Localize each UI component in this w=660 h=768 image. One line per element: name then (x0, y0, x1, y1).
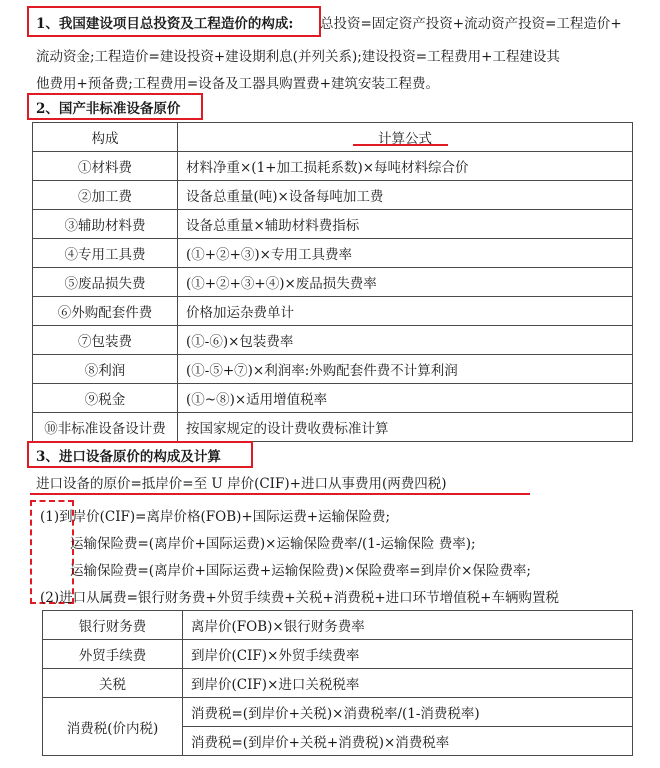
fee-label: 外贸手续费 (43, 640, 183, 669)
insurance-formula-1: 运输保险费=(离岸价+国际运费)×运输保险费率/(1-运输保险 费率); (70, 536, 476, 552)
table-row (43, 669, 633, 698)
row-label: ⑧利润 (33, 355, 178, 384)
table-row (33, 326, 633, 355)
consumption-formula-2: 消费税=(到岸价+关税+消费税)×消费税率 (183, 727, 633, 756)
nonstandard-equipment-table (32, 122, 633, 442)
table-row (43, 698, 633, 727)
row-formula: 价格加运杂费单计 (178, 297, 633, 326)
row-formula: 设备总重量(吨)×设备每吨加工费 (178, 181, 633, 210)
row-label: ⑩非标准设备设计费 (33, 413, 178, 442)
fee-formula: 到岸价(CIF)×外贸手续费率 (183, 640, 633, 669)
table-row (33, 413, 633, 442)
table-row (33, 181, 633, 210)
section1-line1: 总投资=固定资产投资+流动资产投资=工程造价+ (320, 16, 622, 32)
item2-ancillary-fees: (2)进口从属费=银行财务费+外贸手续费+关税+消费税+进口环节增值税+车辆购置税 (40, 590, 559, 606)
row-formula: (①+②+③)×专用工具费率 (178, 239, 633, 268)
row-formula: 按国家规定的设计费收费标准计算 (178, 413, 633, 442)
row-label: ①材料费 (33, 152, 178, 181)
fee-formula: 离岸价(FOB)×银行财务费率 (183, 611, 633, 640)
table-row (33, 210, 633, 239)
header-formula-label: 计算公式 (378, 131, 432, 147)
fee-formula: 到岸价(CIF)×进口关税税率 (183, 669, 633, 698)
header-formula (178, 123, 633, 152)
fee-label: 银行财务费 (43, 611, 183, 640)
row-formula: (①+②+③+④)×废品损失费率 (178, 268, 633, 297)
table-row (33, 239, 633, 268)
item1-cif: (1)到岸价(CIF)=离岸价格(FOB)+国际运费+运输保险费; (40, 509, 391, 525)
row-label: ③辅助材料费 (33, 210, 178, 239)
row-formula: 设备总重量×辅助材料费指标 (178, 210, 633, 239)
consumption-formula-1: 消费税=(到岸价+关税)×消费税率/(1-消费税率) (183, 698, 633, 727)
table-row (33, 152, 633, 181)
row-formula: (①-⑥)×包装费率 (178, 326, 633, 355)
row-label: ⑦包装费 (33, 326, 178, 355)
section3-summary: 进口设备的原价=抵岸价=至 U 岸价(CIF)+进口从事费用(两费四税) (36, 476, 447, 492)
import-fees-table (42, 610, 633, 756)
consumption-tax-label: 消费税(价内税) (43, 698, 183, 756)
row-label: ②加工费 (33, 181, 178, 210)
summary-underline (30, 493, 530, 495)
table-row (43, 640, 633, 669)
table-header-row (33, 123, 633, 152)
row-formula: (①~⑧)×适用增值税率 (178, 384, 633, 413)
table-row (43, 611, 633, 640)
formula-underline (353, 144, 448, 146)
row-formula: (①-⑤+⑦)×利润率:外购配套件费不计算利润 (178, 355, 633, 384)
row-label: ④专用工具费 (33, 239, 178, 268)
row-formula: 材料净重×(1+加工损耗系数)×每吨材料综合价 (178, 152, 633, 181)
section3-title: 3、进口设备原价的构成及计算 (36, 449, 221, 465)
table-row (33, 297, 633, 326)
row-label: ⑤废品损失费 (33, 268, 178, 297)
row-label: ⑨税金 (33, 384, 178, 413)
insurance-formula-2: 运输保险费=(离岸价+国际运费+运输保险费)×保险费率=到岸价×保险费率; (70, 563, 531, 579)
section1-title: 1、我国建设项目总投资及工程造价的构成: (36, 16, 294, 32)
section2-title: 2、国产非标准设备原价 (36, 101, 181, 117)
table-row (33, 355, 633, 384)
header-composition: 构成 (33, 123, 178, 152)
section1-line3: 他费用+预备费;工程费用=设备及工器具购置费+建筑安装工程费。 (36, 76, 439, 92)
row-label: ⑥外购配套件费 (33, 297, 178, 326)
table-row (33, 384, 633, 413)
table-row (33, 268, 633, 297)
section1-line2: 流动资金;工程造价=建设投资+建设期利息(并列关系);建设投资=工程费用+工程建设其 (36, 49, 560, 65)
fee-label: 关税 (43, 669, 183, 698)
